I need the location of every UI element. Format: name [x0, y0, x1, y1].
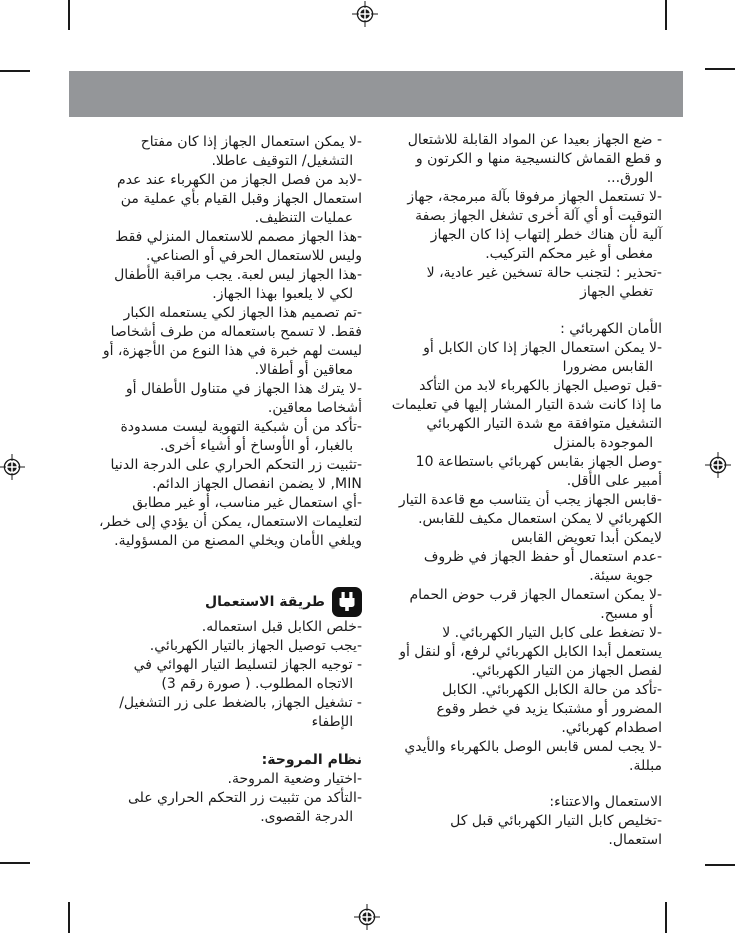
text-line: أمبير على الأقل.: [566, 473, 662, 489]
text-line: -لا تستعمل الجهاز مرفوقا بآلة مبرمجة، جهاز: [407, 189, 662, 205]
registration-mark-icon: [352, 1, 378, 27]
text-line: -لا يترك هذا الجهاز في متناول الأطفال أو: [125, 381, 362, 397]
registration-mark-icon: [705, 452, 731, 478]
text-line: الاتجاه المطلوب. ( صورة رقم 3): [161, 676, 362, 692]
spacer: [372, 302, 662, 320]
crop-mark-bottom-left: [68, 902, 70, 933]
crop-mark-left-top: [0, 70, 30, 72]
text-line: جوية سيئة.: [589, 568, 662, 584]
text-line: -اختيار وضعية المروحة.: [227, 771, 362, 787]
text-line: -وصل الجهاز بقابس كهربائي باستطاعة 10: [415, 454, 662, 470]
text-line: -تأكد من حالة الكابل الكهربائي. الكابل: [442, 682, 662, 698]
text-line: -هذا الجهاز مصمم للاستعمال المنزلي فقط: [115, 229, 362, 245]
text-line: MIN, لا يضمن انفصال الجهاز الدائم.: [152, 476, 362, 492]
text-line: وليس للاستعمال الحرفي أو الصناعي.: [146, 248, 362, 264]
text-line: التشغيل متوافقة مع شدة التيار الكهربائي: [426, 416, 662, 432]
text-line: ويلغي الأمان ويخلي المصنع من المسؤولية.: [114, 533, 362, 549]
registration-mark-icon: [0, 454, 25, 480]
text-line: لايمكن أبدا تعويض القابس: [511, 530, 662, 546]
text-line: -قبل توصيل الجهاز بالكهرباء لابد من التأكد: [419, 378, 662, 394]
text-line: تغطي الجهاز: [580, 284, 662, 300]
text-line: المضرور أو مشتبكا يزيد في خطر وقوع: [436, 701, 662, 717]
crop-mark-right-top: [705, 68, 735, 70]
header-bar: [69, 71, 683, 117]
text-line: الدرجة القصوى.: [260, 809, 362, 825]
spacer: [96, 551, 362, 586]
text-line: -يجب توصيل الجهاز بالتيار الكهربائي.: [149, 638, 362, 654]
text-line: -لابد من فصل الجهاز من الكهرباء عند عدم: [117, 172, 362, 188]
spacer: [96, 732, 362, 751]
text-line: القابس مضرورا: [562, 359, 662, 375]
text-line: -لا يمكن استعمال الجهاز قرب حوض الحمام: [409, 587, 662, 603]
text-line: معاقين أو أطفالا.: [254, 362, 362, 378]
crop-mark-left-bottom: [0, 862, 30, 864]
right-text-column: [372, 131, 662, 850]
text-line: -التأكد من تثبيت زر التحكم الحراري على: [127, 790, 362, 806]
text-line: -تم تصميم هذا الجهاز لكي يستعمله الكبار: [123, 305, 362, 321]
text-line: -لا يجب لمس قابس الوصل بالكهرباء والأيدي: [404, 739, 662, 755]
text-line: أو مسبح.: [600, 606, 662, 622]
plug-icon: [332, 587, 362, 617]
text-line: -لا تضغط على كابل التيار الكهربائي. لا: [442, 625, 662, 641]
text-line: -تأكد من أن شبكية التهوية ليست مسدودة: [120, 419, 362, 435]
text-line: أشخاصا معاقين.: [267, 400, 362, 416]
text-line: استعمال الجهاز وقبل القيام بأي عملية من: [120, 191, 362, 207]
text-line: -أي استعمال غير مناسب، أو غير مطابق: [132, 495, 362, 511]
text-line: -تثبيت زر التحكم الحراري على الدرجة الدنيا: [110, 457, 362, 473]
text-line: - تشغيل الجهاز, بالضغط على زر التشغيل/: [119, 695, 362, 711]
spacer: [372, 776, 662, 793]
text-line: و قطع القماش كالنسيجية منها و الكرتون و: [415, 151, 662, 167]
text-line: اصطدام كهربائي.: [561, 720, 662, 736]
text-line: -لا يمكن استعمال الجهاز إذا كان مفتاح: [140, 134, 362, 150]
text-line: -تخليص كابل التيار الكهربائي قبل كل: [450, 813, 662, 829]
text-line: مغطى أو غير محكم التركيب.: [485, 246, 662, 262]
text-line: ما إذا كانت شدة التيار المشار إليها في تعليمات: [391, 397, 662, 413]
text-line: -لا يمكن استعمال الجهاز إذا كان الكابل أو: [423, 340, 662, 356]
text-line: الموجودة بالمنزل: [553, 435, 662, 451]
text-line: الإطفاء: [311, 714, 362, 730]
usage-heading-row: [96, 586, 362, 618]
text-line: لتعليمات الاستعمال، يمكن أن يؤدي إلى خطر،: [98, 514, 362, 530]
text-line: -تحذير : لتجنب حالة تسخين غير عادية، لا: [426, 265, 662, 281]
text-line: - ضع الجهاز بعيدا عن المواد القابلة للاشتعال: [407, 132, 662, 148]
section-heading: نظام المروحة:: [261, 752, 362, 768]
text-line: بالغبار، أو الأوساخ أو أشياء أخرى.: [160, 438, 362, 454]
text-line: التوقيت أو أي آلة أخرى تشغل الجهاز بصفة: [415, 208, 662, 224]
crop-mark-bottom-right: [665, 902, 667, 933]
text-line: لكي لا يلعبوا بهذا الجهاز.: [212, 286, 362, 302]
text-line: الورق...: [606, 170, 662, 186]
text-line: -خلص الكابل قبل استعماله.: [201, 619, 362, 635]
crop-mark-right-bottom: [705, 864, 735, 866]
text-line: عمليات التنظيف.: [254, 210, 362, 226]
text-line: استعمال.: [608, 832, 662, 848]
section-heading: طريقة الاستعمال: [205, 593, 325, 610]
crop-mark-top-right: [665, 0, 667, 30]
text-line: -عدم استعمال أو حفظ الجهاز في ظروف: [423, 549, 662, 565]
text-line: التشغيل/ التوقيف عاطلا.: [211, 153, 362, 169]
text-line: يستعمل أبدا الكابل الكهربائي لرفع، أو لنقل أو: [399, 644, 662, 660]
text-line: فقط. لا تسمح باستعماله من طرف أشخاصا: [110, 324, 362, 340]
text-line: آلية لأن هناك خطر إلتهاب إذا كان الجهاز: [430, 227, 662, 243]
text-line: لفصل الجهاز من التيار الكهربائي.: [471, 663, 662, 679]
text-line: مبللة.: [629, 758, 662, 774]
text-line: -هذا الجهاز ليس لعبة. يجب مراقبة الأطفال: [114, 267, 362, 283]
text-line: ليست لهم خبرة في هذا النوع من الأجهزة، أو: [102, 343, 362, 359]
text-line: الاستعمال والاعتناء:: [549, 794, 662, 810]
text-line: الأمان الكهربائي :: [560, 321, 662, 337]
text-line: -قابس الجهاز يجب أن يتناسب مع قاعدة التيار: [398, 492, 662, 508]
text-line: الكهربائي لا يمكن استعمال مكيف للقابس.: [418, 511, 662, 527]
registration-mark-icon: [354, 904, 380, 930]
text-line: - توجيه الجهاز لتسليط التيار الهوائي في: [133, 657, 362, 673]
crop-mark-top-left: [68, 0, 70, 30]
left-text-column: [96, 133, 362, 827]
